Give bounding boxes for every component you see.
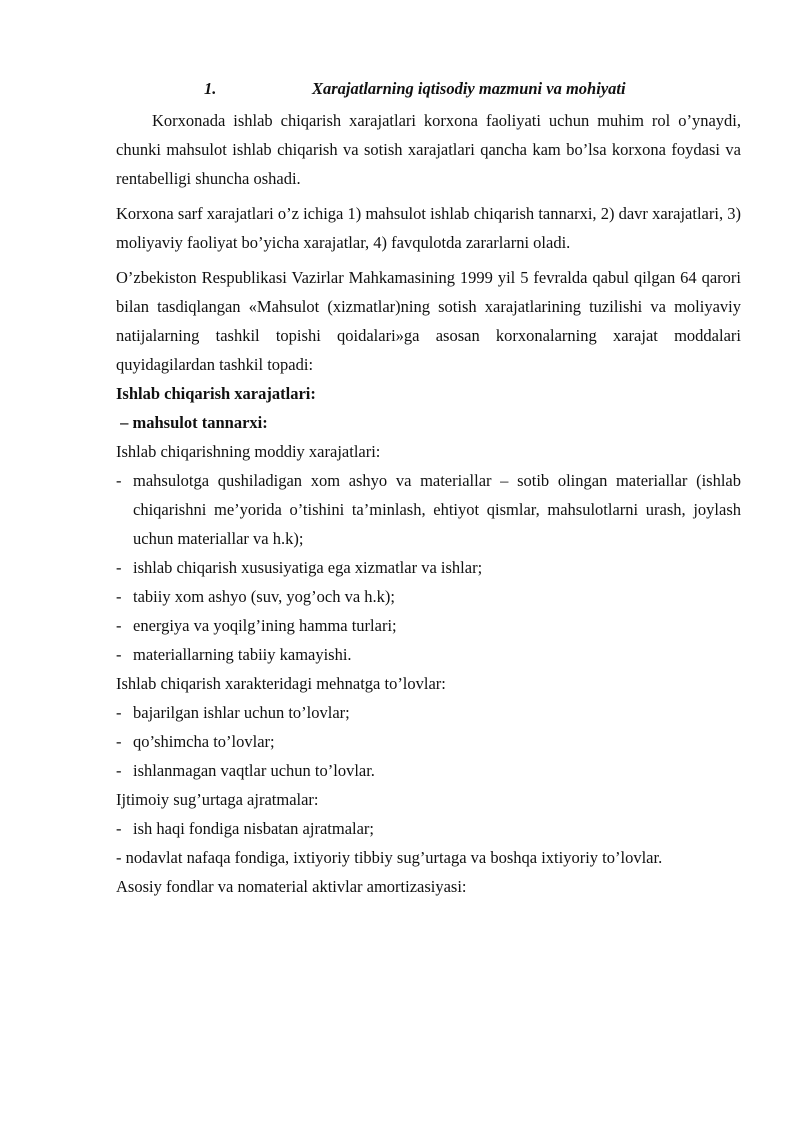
list-item xyxy=(116,582,741,611)
list-item-text: tabiiy xom ashyo (suv, yog’och va h.k); xyxy=(133,587,395,606)
list-item xyxy=(116,466,741,553)
list-dash: - xyxy=(116,703,122,722)
document-page xyxy=(116,74,741,901)
list-item-text: nodavlat nafaqa fondiga, ixtiyoriy tibbiy sug’urtaga va boshqa ixtiyoriy to’lovlar. xyxy=(125,848,663,867)
list-item xyxy=(116,640,741,669)
list-item-text: energiya va yoqilg’ining hamma turlari; xyxy=(133,616,397,635)
heading-title: Xarajatlarning iqtisodiy mazmuni va mohiyati xyxy=(312,79,626,98)
section-label: Ishlab chiqarish xarakteridagi mehnatga to’lovlar: xyxy=(116,674,446,693)
heading-product-cost: – mahsulot tannarxi: xyxy=(116,413,268,432)
list-dash: - xyxy=(116,848,122,867)
section-label: Ijtimoiy sug’urtaga ajratmalar: xyxy=(116,790,319,809)
section-heading xyxy=(116,74,741,102)
list-item-text: ishlab chiqarish xususiyatiga ega xizmatlar va ishlar; xyxy=(133,558,483,577)
list-dash: - xyxy=(116,587,122,606)
paragraph-intro: Korxonada ishlab chiqarish xarajatlari korxona faoliyati uchun muhim rol o’ynaydi, chunki mahsulot ishlab chiqarish va sotish xarajatlari qancha kam bo’lsa korxona foydasi va rentabelligi shuncha oshadi. xyxy=(116,111,741,188)
list-item-text: ishlanmagan vaqtlar uchun to’lovlar. xyxy=(133,761,375,780)
section-label: Ishlab chiqarishning moddiy xarajatlari: xyxy=(116,442,381,461)
list-item-text: mahsulotga qushiladigan xom ashyo va materiallar – sotib olingan materiallar (ishlab chiqarishni me’yorida o’tishini ta’minlash, ehtiyot qismlar, mahsulotlarni urash, joylash uchun materiallar va h.k); xyxy=(133,471,741,548)
list-item-text: bajarilgan ishlar uchun to’lovlar; xyxy=(133,703,350,722)
section-label: Asosiy fondlar va nomaterial aktivlar amortizasiyasi: xyxy=(116,877,467,896)
list-dash: - xyxy=(116,471,122,490)
list-item-text: qo’shimcha to’lovlar; xyxy=(133,732,275,751)
list-dash: - xyxy=(116,732,122,751)
list-item xyxy=(116,814,741,843)
paragraph-cost-types: Korxona sarf xarajatlari o’z ichiga 1) mahsulot ishlab chiqarish tannarxi, 2) davr xarajatlari, 3) moliyaviy faoliyat bo’yicha xarajatlar, 4) favqulotda zararlarni oladi. xyxy=(116,204,741,252)
heading-number: 1. xyxy=(204,79,217,98)
list-dash: - xyxy=(116,819,122,838)
list-dash: - xyxy=(116,761,122,780)
list-item xyxy=(116,698,741,727)
list-item xyxy=(116,756,741,785)
list-dash: - xyxy=(116,558,122,577)
list-item-text: ish haqi fondiga nisbatan ajratmalar; xyxy=(133,819,375,838)
list-item-text: materiallarning tabiiy kamayishi. xyxy=(133,645,352,664)
paragraph-regulation: O’zbekiston Respublikasi Vazirlar Mahkamasining 1999 yil 5 fevralda qabul qilgan 64 qarori bilan tasdiqlangan «Mahsulot (xizmatlar)ning sotish xarajatlarining tuzilishi va moliyaviy natijalarning tashkil topishi qoidalari»ga asosan korxonalarning xarajat moddalari quyidagilardan tashkil topadi: xyxy=(116,268,741,374)
list-item xyxy=(116,611,741,640)
list-dash: - xyxy=(116,616,122,635)
list-dash: - xyxy=(116,645,122,664)
heading-production-costs: Ishlab chiqarish xarajatlari: xyxy=(116,384,316,403)
list-item xyxy=(116,553,741,582)
list-item xyxy=(116,727,741,756)
list-item xyxy=(116,843,741,872)
